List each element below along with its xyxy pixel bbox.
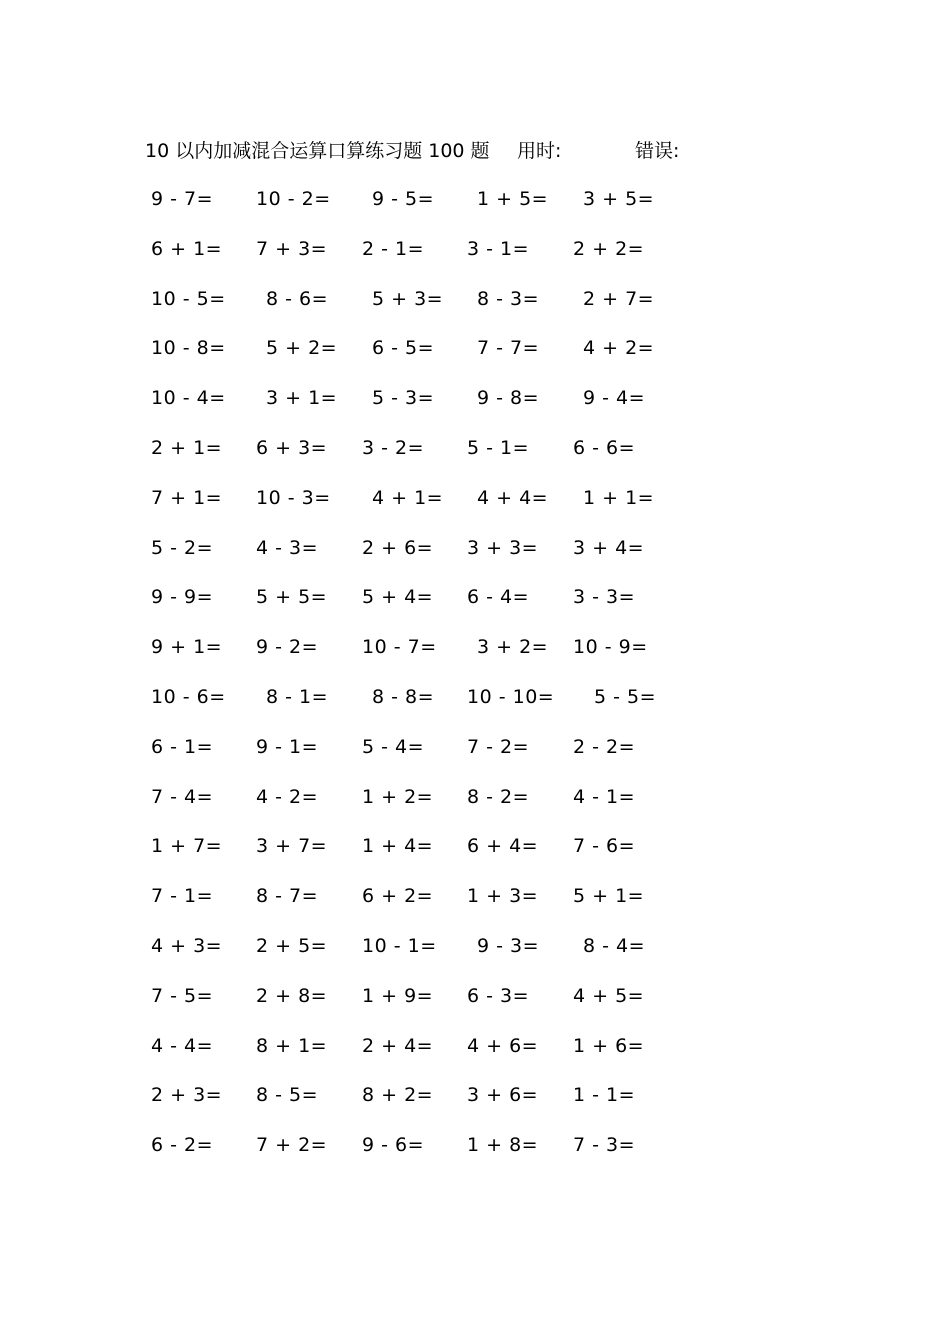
page-title: 10 以内加减混合运算口算练习题 100 题: [145, 140, 490, 162]
problem-r7-c1: 7 + 1=: [151, 487, 223, 509]
problem-r13-c4: 8 - 2=: [467, 786, 530, 808]
problem-r1-c5: 3 + 5=: [583, 188, 655, 210]
problem-r20-c1: 6 - 2=: [151, 1134, 214, 1156]
problem-r18-c1: 4 - 4=: [151, 1035, 214, 1057]
problem-r5-c2: 3 + 1=: [266, 387, 338, 409]
problem-r2-c2: 7 + 3=: [256, 238, 328, 260]
problem-r19-c5: 1 - 1=: [573, 1084, 636, 1106]
problem-r20-c2: 7 + 2=: [256, 1134, 328, 1156]
problem-r6-c5: 6 - 6=: [573, 437, 636, 459]
problem-r3-c5: 2 + 7=: [583, 288, 655, 310]
problem-r11-c3: 8 - 8=: [372, 686, 435, 708]
problem-r14-c3: 1 + 4=: [362, 835, 434, 857]
problem-r20-c5: 7 - 3=: [573, 1134, 636, 1156]
problem-r10-c3: 10 - 7=: [362, 636, 437, 658]
problem-r18-c4: 4 + 6=: [467, 1035, 539, 1057]
problem-r14-c4: 6 + 4=: [467, 835, 539, 857]
problem-r8-c2: 4 - 3=: [256, 537, 319, 559]
problem-r2-c3: 2 - 1=: [362, 238, 425, 260]
problem-r11-c5: 5 - 5=: [594, 686, 657, 708]
problem-r14-c5: 7 - 6=: [573, 835, 636, 857]
problem-r13-c1: 7 - 4=: [151, 786, 214, 808]
problem-r12-c5: 2 - 2=: [573, 736, 636, 758]
problem-r13-c5: 4 - 1=: [573, 786, 636, 808]
problem-r17-c5: 4 + 5=: [573, 985, 645, 1007]
problem-r10-c1: 9 + 1=: [151, 636, 223, 658]
problem-r5-c3: 5 - 3=: [372, 387, 435, 409]
problem-r3-c4: 8 - 3=: [477, 288, 540, 310]
problem-r10-c2: 9 - 2=: [256, 636, 319, 658]
problem-r19-c3: 8 + 2=: [362, 1084, 434, 1106]
problem-r7-c5: 1 + 1=: [583, 487, 655, 509]
problem-r13-c3: 1 + 2=: [362, 786, 434, 808]
problem-r12-c4: 7 - 2=: [467, 736, 530, 758]
problem-r19-c1: 2 + 3=: [151, 1084, 223, 1106]
problem-r18-c2: 8 + 1=: [256, 1035, 328, 1057]
problem-r9-c5: 3 - 3=: [573, 586, 636, 608]
problem-r11-c2: 8 - 1=: [266, 686, 329, 708]
problem-r5-c4: 9 - 8=: [477, 387, 540, 409]
problem-r17-c4: 6 - 3=: [467, 985, 530, 1007]
problem-r16-c2: 2 + 5=: [256, 935, 328, 957]
problem-r12-c1: 6 - 1=: [151, 736, 214, 758]
problem-r6-c3: 3 - 2=: [362, 437, 425, 459]
problem-r9-c1: 9 - 9=: [151, 586, 214, 608]
problem-r2-c4: 3 - 1=: [467, 238, 530, 260]
problem-r20-c3: 9 - 6=: [362, 1134, 425, 1156]
problem-r16-c1: 4 + 3=: [151, 935, 223, 957]
problem-r9-c3: 5 + 4=: [362, 586, 434, 608]
problem-r5-c5: 9 - 4=: [583, 387, 646, 409]
problem-r15-c1: 7 - 1=: [151, 885, 214, 907]
problem-r9-c4: 6 - 4=: [467, 586, 530, 608]
problem-r4-c5: 4 + 2=: [583, 337, 655, 359]
problem-r4-c4: 7 - 7=: [477, 337, 540, 359]
problem-r3-c3: 5 + 3=: [372, 288, 444, 310]
problem-r16-c5: 8 - 4=: [583, 935, 646, 957]
problem-r13-c2: 4 - 2=: [256, 786, 319, 808]
problem-r12-c3: 5 - 4=: [362, 736, 425, 758]
problem-r7-c4: 4 + 4=: [477, 487, 549, 509]
problem-r1-c4: 1 + 5=: [477, 188, 549, 210]
problem-r3-c2: 8 - 6=: [266, 288, 329, 310]
problem-r8-c1: 5 - 2=: [151, 537, 214, 559]
problem-r1-c3: 9 - 5=: [372, 188, 435, 210]
problem-r15-c3: 6 + 2=: [362, 885, 434, 907]
problem-r19-c4: 3 + 6=: [467, 1084, 539, 1106]
problem-r19-c2: 8 - 5=: [256, 1084, 319, 1106]
problem-r20-c4: 1 + 8=: [467, 1134, 539, 1156]
problem-r17-c3: 1 + 9=: [362, 985, 434, 1007]
problem-r3-c1: 10 - 5=: [151, 288, 226, 310]
problem-r7-c2: 10 - 3=: [256, 487, 331, 509]
problem-r17-c2: 2 + 8=: [256, 985, 328, 1007]
problem-r2-c5: 2 + 2=: [573, 238, 645, 260]
problem-r11-c4: 10 - 10=: [467, 686, 555, 708]
problem-r15-c5: 5 + 1=: [573, 885, 645, 907]
problem-r14-c2: 3 + 7=: [256, 835, 328, 857]
problem-r6-c2: 6 + 3=: [256, 437, 328, 459]
problem-r4-c2: 5 + 2=: [266, 337, 338, 359]
problem-r15-c2: 8 - 7=: [256, 885, 319, 907]
problem-r5-c1: 10 - 4=: [151, 387, 226, 409]
time-used-label: 用时:: [517, 140, 562, 162]
problem-r4-c3: 6 - 5=: [372, 337, 435, 359]
problem-r12-c2: 9 - 1=: [256, 736, 319, 758]
problem-r16-c4: 9 - 3=: [477, 935, 540, 957]
problem-r16-c3: 10 - 1=: [362, 935, 437, 957]
problem-r18-c3: 2 + 4=: [362, 1035, 434, 1057]
problem-r6-c1: 2 + 1=: [151, 437, 223, 459]
problem-r18-c5: 1 + 6=: [573, 1035, 645, 1057]
problem-r8-c4: 3 + 3=: [467, 537, 539, 559]
problem-r11-c1: 10 - 6=: [151, 686, 226, 708]
problem-r2-c1: 6 + 1=: [151, 238, 223, 260]
problem-r17-c1: 7 - 5=: [151, 985, 214, 1007]
problem-r10-c4: 3 + 2=: [477, 636, 549, 658]
problem-r4-c1: 10 - 8=: [151, 337, 226, 359]
problem-r15-c4: 1 + 3=: [467, 885, 539, 907]
problem-r1-c2: 10 - 2=: [256, 188, 331, 210]
errors-label: 错误:: [635, 140, 680, 162]
problem-r14-c1: 1 + 7=: [151, 835, 223, 857]
problem-r1-c1: 9 - 7=: [151, 188, 214, 210]
problem-r8-c3: 2 + 6=: [362, 537, 434, 559]
problem-r7-c3: 4 + 1=: [372, 487, 444, 509]
problem-r9-c2: 5 + 5=: [256, 586, 328, 608]
problem-r6-c4: 5 - 1=: [467, 437, 530, 459]
problem-r8-c5: 3 + 4=: [573, 537, 645, 559]
problem-r10-c5: 10 - 9=: [573, 636, 648, 658]
